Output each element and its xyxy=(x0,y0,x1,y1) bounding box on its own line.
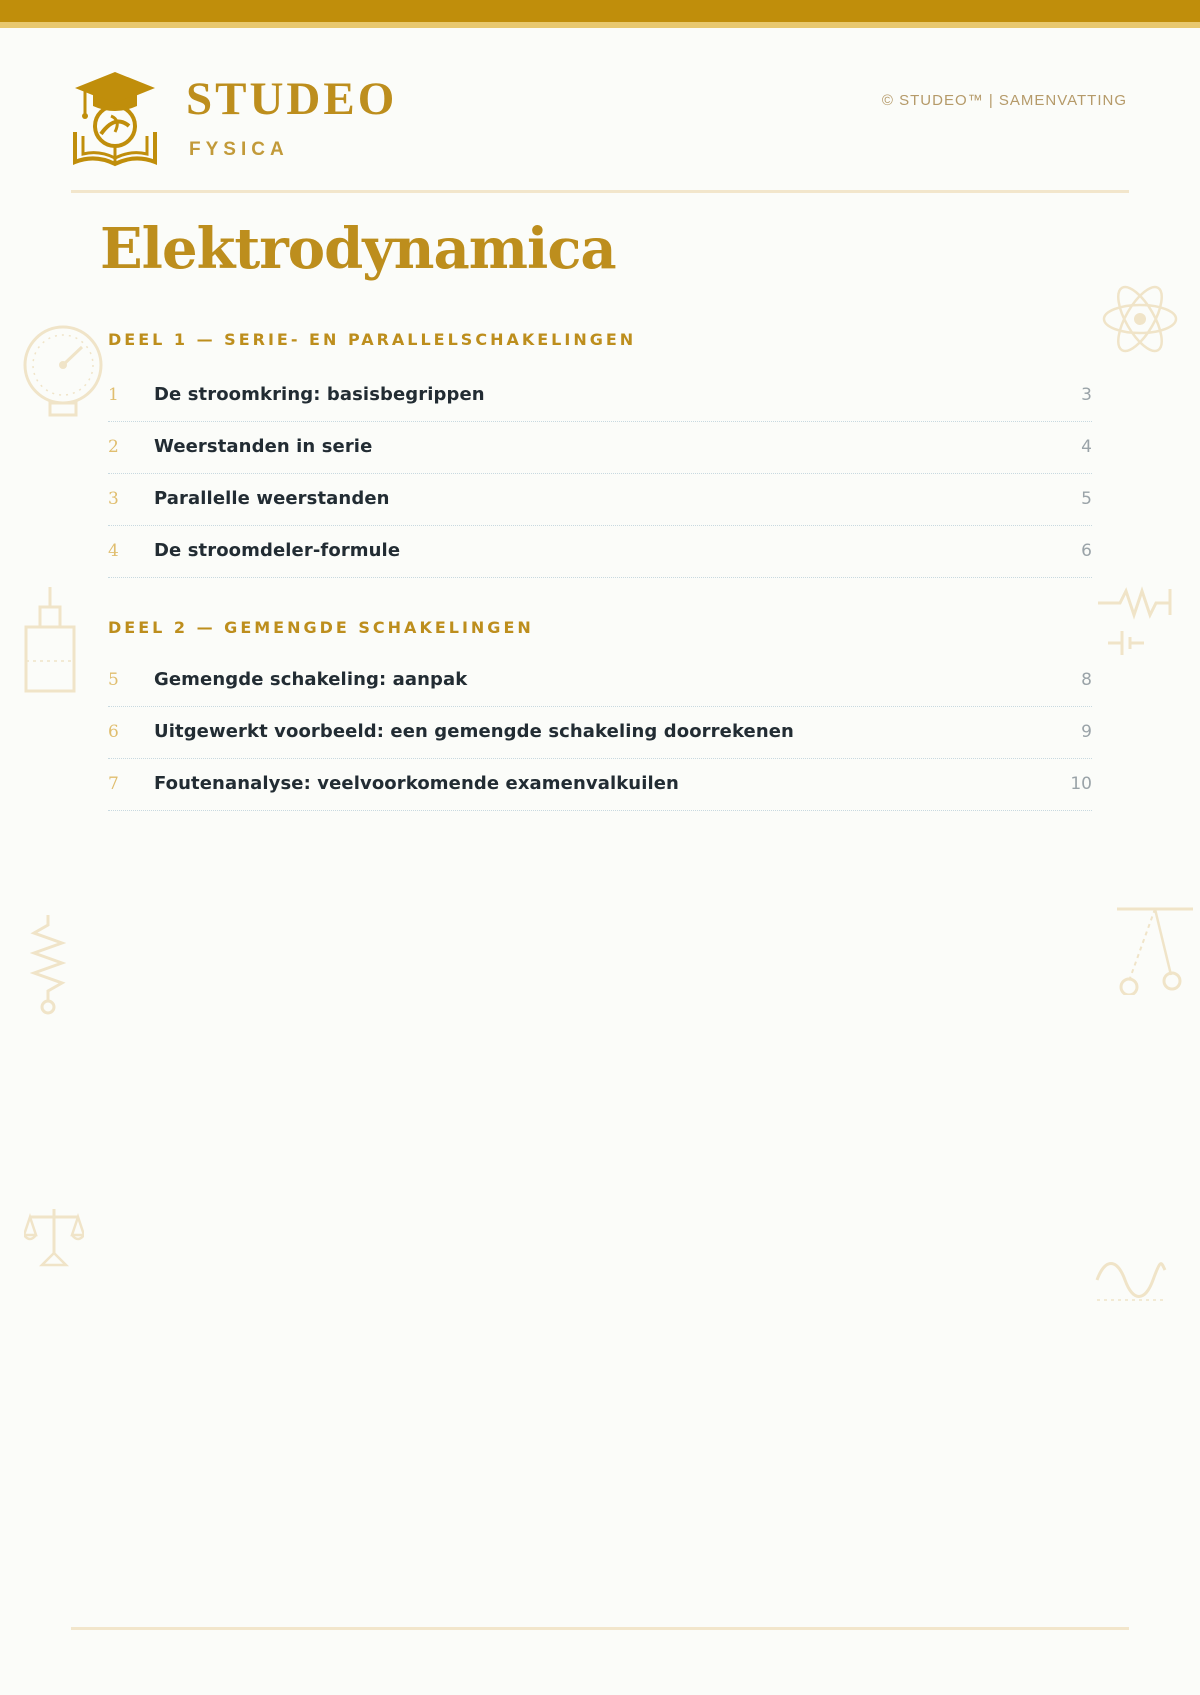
battery-icon xyxy=(22,585,78,695)
toc-item[interactable] xyxy=(108,655,1092,707)
balance-scale-icon xyxy=(24,1205,84,1267)
toc-list-1 xyxy=(108,370,1092,578)
toc-item-page: 9 xyxy=(1081,722,1092,742)
page-header xyxy=(71,70,1129,170)
toc-item-number: 3 xyxy=(108,489,119,509)
top-accent-stripe xyxy=(0,22,1200,28)
toc-item[interactable] xyxy=(108,474,1092,526)
toc-item-page: 6 xyxy=(1081,541,1092,561)
footer-divider xyxy=(71,1627,1129,1630)
toc-section-1 xyxy=(108,332,1092,350)
toc-item-page: 8 xyxy=(1081,670,1092,690)
toc-item-title[interactable]: Parallelle weerstanden xyxy=(154,488,390,509)
copyright-notice: © STUDEO™ | SAMENVATTING xyxy=(881,92,1127,109)
toc-item[interactable] xyxy=(108,759,1092,811)
resistor-circuit-icon xyxy=(1098,585,1176,655)
toc-item[interactable] xyxy=(108,370,1092,422)
pendulum-icon xyxy=(1115,905,1195,995)
section-heading: DEEL 1 — SERIE- EN PARALLELSCHAKELINGEN xyxy=(108,330,637,349)
toc-item[interactable] xyxy=(108,707,1092,759)
brand-subject: FYSICA xyxy=(189,139,289,160)
toc-list-2 xyxy=(108,655,1092,811)
graduation-cap-book-logo-icon xyxy=(71,70,159,168)
atom-icon xyxy=(1100,283,1180,355)
toc-item-title[interactable]: Foutenanalyse: veelvoorkomende examenvalkuilen xyxy=(154,773,679,794)
toc-item-number: 7 xyxy=(108,774,119,794)
page-title: Elektrodynamica xyxy=(100,216,616,282)
toc-item-page: 5 xyxy=(1081,489,1092,509)
header-divider xyxy=(71,190,1129,193)
toc-item-page: 10 xyxy=(1070,774,1092,794)
toc-item-number: 6 xyxy=(108,722,119,742)
toc-item[interactable] xyxy=(108,526,1092,578)
top-accent-bar xyxy=(0,0,1200,22)
spring-icon xyxy=(30,915,66,1015)
toc-item-title[interactable]: Weerstanden in serie xyxy=(154,436,373,457)
toc-item-title[interactable]: Uitgewerkt voorbeeld: een gemengde schakeling doorrekenen xyxy=(154,721,794,742)
toc-item-page: 4 xyxy=(1081,437,1092,457)
toc-item-title[interactable]: Gemengde schakeling: aanpak xyxy=(154,669,468,690)
toc-item[interactable] xyxy=(108,422,1092,474)
pressure-gauge-icon xyxy=(22,325,104,417)
sine-wave-icon xyxy=(1095,1258,1167,1302)
toc-section-2 xyxy=(108,620,1092,638)
toc-item-number: 5 xyxy=(108,670,119,690)
toc-item-page: 3 xyxy=(1081,385,1092,405)
toc-item-title[interactable]: De stroomkring: basisbegrippen xyxy=(154,384,485,405)
toc-item-title[interactable]: De stroomdeler-formule xyxy=(154,540,401,561)
toc-item-number: 1 xyxy=(108,385,119,405)
toc-item-number: 4 xyxy=(108,541,119,561)
brand-name: STUDEO xyxy=(186,73,398,125)
section-heading: DEEL 2 — GEMENGDE SCHAKELINGEN xyxy=(108,618,534,637)
toc-item-number: 2 xyxy=(108,437,119,457)
